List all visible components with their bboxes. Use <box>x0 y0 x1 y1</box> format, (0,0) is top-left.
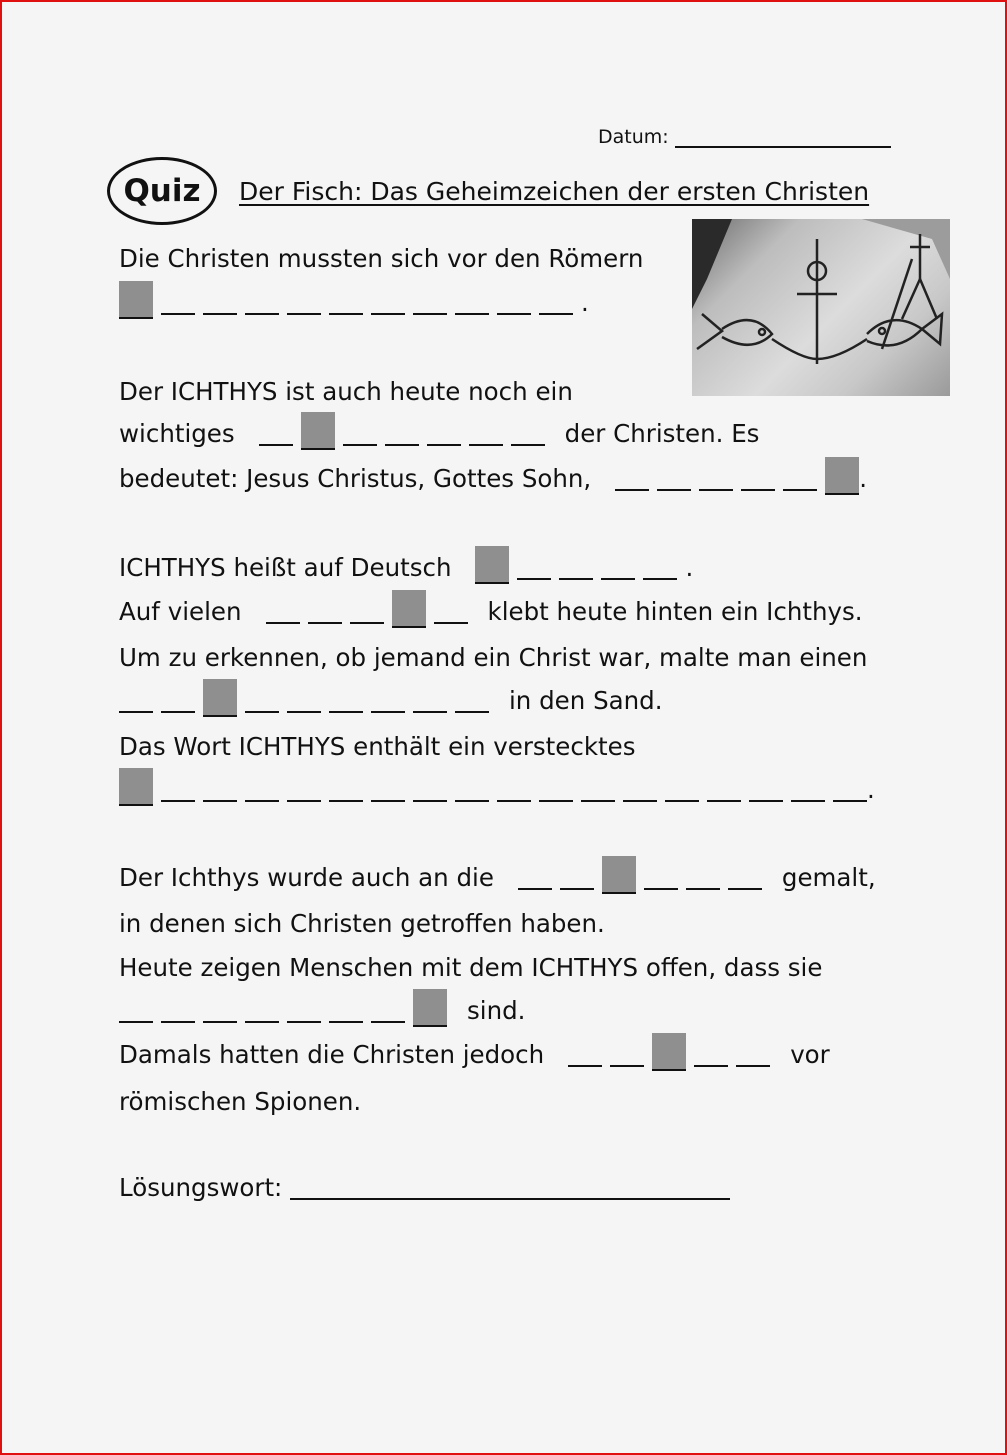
answer-blank[interactable] <box>350 622 384 624</box>
answer-row-5[interactable]: Auf vielen klebt heute hinten ein Ichthys. <box>119 590 863 628</box>
answer-row-10[interactable]: Damals hatten die Christen jedoch vor <box>119 1033 830 1071</box>
answer-blank[interactable] <box>560 888 594 890</box>
fish-inscription-image <box>692 219 950 396</box>
answer-blank[interactable] <box>161 800 195 802</box>
solution-letter-box[interactable] <box>413 989 447 1027</box>
answer-row-6[interactable]: in den Sand. <box>119 679 663 717</box>
answer-blank[interactable] <box>517 578 551 580</box>
answer-blank[interactable] <box>434 622 468 624</box>
solution-letter-box[interactable] <box>602 856 636 894</box>
answer-blank[interactable] <box>119 1021 153 1023</box>
answer-blank[interactable] <box>568 1065 602 1067</box>
answer-blank[interactable] <box>413 313 447 315</box>
answer-blank[interactable] <box>287 1021 321 1023</box>
answer-blank[interactable] <box>119 711 153 713</box>
text-line-8: Um zu erkennen, ob jemand ein Christ war, malte man einen <box>119 643 868 672</box>
answer-row-7[interactable]: . <box>119 768 875 806</box>
answer-blank[interactable] <box>308 622 342 624</box>
answer-blank[interactable] <box>245 1021 279 1023</box>
answer-blank[interactable] <box>699 489 733 491</box>
answer-blank[interactable] <box>455 711 489 713</box>
text-line-14: Heute zeigen Menschen mit dem ICHTHYS offen, dass sie <box>119 953 823 982</box>
answer-blank[interactable] <box>539 313 573 315</box>
answer-blank[interactable] <box>455 800 489 802</box>
solution-letter-box[interactable] <box>119 768 153 806</box>
answer-blank[interactable] <box>686 888 720 890</box>
answer-blank[interactable] <box>736 1065 770 1067</box>
answer-blank[interactable] <box>385 444 419 446</box>
text-line-13: in denen sich Christen getroffen haben. <box>119 909 605 938</box>
answer-blank[interactable] <box>161 1021 195 1023</box>
answer-blank[interactable] <box>245 313 279 315</box>
answer-blank[interactable] <box>343 444 377 446</box>
solution-letter-box[interactable] <box>392 590 426 628</box>
solution-word-row[interactable] <box>119 1166 730 1204</box>
answer-blank[interactable] <box>469 444 503 446</box>
answer-blank[interactable] <box>749 800 783 802</box>
answer-blank[interactable] <box>559 578 593 580</box>
answer-blank[interactable] <box>371 800 405 802</box>
answer-blank[interactable] <box>518 888 552 890</box>
solution-letter-box[interactable] <box>119 281 153 319</box>
answer-blank[interactable] <box>371 711 405 713</box>
answer-blank[interactable] <box>791 800 825 802</box>
answer-blank[interactable] <box>371 313 405 315</box>
solution-letter-box[interactable] <box>203 679 237 717</box>
worksheet-title: Der Fisch: Das Geheimzeichen der ersten Christen <box>239 177 870 206</box>
answer-blank[interactable] <box>539 800 573 802</box>
answer-blank[interactable] <box>511 444 545 446</box>
answer-blank[interactable] <box>161 313 195 315</box>
answer-blank[interactable] <box>427 444 461 446</box>
answer-blank[interactable] <box>287 313 321 315</box>
answer-blank[interactable] <box>581 800 615 802</box>
answer-row-2[interactable]: wichtiges der Christen. Es <box>119 412 759 450</box>
answer-blank[interactable] <box>707 800 741 802</box>
date-line[interactable] <box>675 128 891 148</box>
date-field <box>598 126 891 148</box>
text-line-17: römischen Spionen. <box>119 1087 362 1116</box>
answer-blank[interactable] <box>728 888 762 890</box>
quiz-badge-label: Quiz <box>123 173 201 209</box>
answer-row-1[interactable]: . <box>119 281 589 319</box>
answer-blank[interactable] <box>657 489 691 491</box>
answer-blank[interactable] <box>259 444 293 446</box>
answer-blank[interactable] <box>497 313 531 315</box>
answer-blank[interactable] <box>783 489 817 491</box>
answer-blank[interactable] <box>833 800 867 802</box>
date-label: Datum: <box>598 126 669 148</box>
answer-blank[interactable] <box>287 711 321 713</box>
answer-blank[interactable] <box>601 578 635 580</box>
answer-blank[interactable] <box>266 622 300 624</box>
text-line-1: Die Christen mussten sich vor den Römern <box>119 244 644 273</box>
fish-carving-drawing <box>692 219 950 396</box>
answer-blank[interactable] <box>413 800 447 802</box>
solution-letter-box[interactable] <box>652 1033 686 1071</box>
answer-blank[interactable] <box>643 578 677 580</box>
answer-blank[interactable] <box>371 1021 405 1023</box>
solution-word-line[interactable] <box>290 1198 730 1200</box>
answer-blank[interactable] <box>245 800 279 802</box>
answer-blank[interactable] <box>329 313 363 315</box>
answer-row-4[interactable]: ICHTHYS heißt auf Deutsch . <box>119 546 693 584</box>
answer-blank[interactable] <box>329 711 363 713</box>
answer-blank[interactable] <box>455 313 489 315</box>
answer-blank[interactable] <box>741 489 775 491</box>
answer-blank[interactable] <box>203 313 237 315</box>
solution-letter-box[interactable] <box>475 546 509 584</box>
answer-blank[interactable] <box>203 800 237 802</box>
solution-letter-box[interactable] <box>301 412 335 450</box>
answer-blank[interactable] <box>203 1021 237 1023</box>
answer-blank[interactable] <box>497 800 531 802</box>
answer-row-9[interactable]: sind. <box>119 989 525 1027</box>
answer-row-3[interactable]: bedeutet: Jesus Christus, Gottes Sohn, . <box>119 457 867 495</box>
answer-blank[interactable] <box>287 800 321 802</box>
solution-letter-box[interactable] <box>825 457 859 495</box>
answer-blank[interactable] <box>623 800 657 802</box>
answer-blank[interactable] <box>245 711 279 713</box>
answer-blank[interactable] <box>329 800 363 802</box>
answer-blank[interactable] <box>329 1021 363 1023</box>
answer-blank[interactable] <box>610 1065 644 1067</box>
answer-blank[interactable] <box>615 489 649 491</box>
answer-blank[interactable] <box>665 800 699 802</box>
quiz-badge <box>107 157 217 225</box>
text-line-10: Das Wort ICHTHYS enthält ein verstecktes <box>119 732 636 761</box>
answer-blank[interactable] <box>413 711 447 713</box>
answer-blank[interactable] <box>161 711 195 713</box>
answer-blank[interactable] <box>644 888 678 890</box>
text-line-3: Der ICHTHYS ist auch heute noch ein <box>119 377 573 406</box>
solution-word-label: Lösungswort: <box>119 1173 283 1202</box>
answer-blank[interactable] <box>694 1065 728 1067</box>
answer-row-8[interactable]: Der Ichthys wurde auch an die gemalt, <box>119 856 876 894</box>
